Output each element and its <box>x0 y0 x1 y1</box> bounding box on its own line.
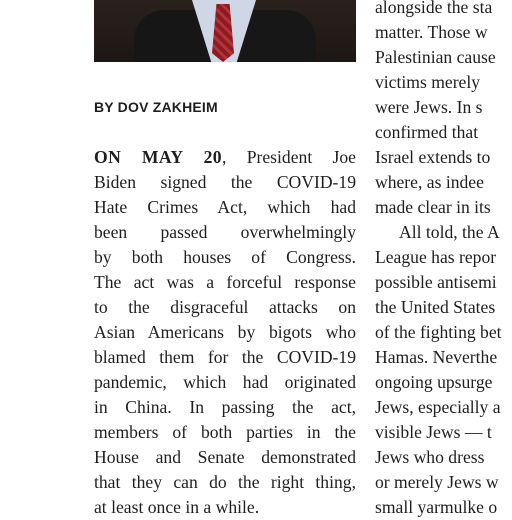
text-line: pandemic, which had originated <box>94 372 356 392</box>
text-line: confirmed that <box>375 122 479 142</box>
text-line: victims merely <box>375 72 481 92</box>
text-line: Jews, especially a <box>375 397 501 417</box>
text-line: matter. Those w <box>375 22 488 42</box>
byline: BY DOV ZAKHEIM <box>94 99 218 115</box>
text-line: League has repor <box>375 247 497 267</box>
text-line: been passed overwhelmingly <box>94 222 356 242</box>
text-line: where, as indee <box>375 172 484 192</box>
text-line: of the fighting bet <box>375 322 502 342</box>
text-line: Hamas. Neverthe <box>375 347 498 367</box>
article-photo <box>94 0 356 62</box>
text-line: Hate Crimes Act, which had <box>94 197 356 217</box>
text-line: House and Senate demonstrated <box>94 447 356 467</box>
text-line: visible Jews — t <box>375 422 492 442</box>
text-line: to the disgraceful attacks on <box>94 297 356 317</box>
text-line: small yarmulke o <box>375 497 498 517</box>
article-column-left <box>94 145 356 520</box>
text-line: The act was a forceful response <box>94 272 356 292</box>
text-line: the United States <box>375 297 496 317</box>
text-line: members of both parties in the <box>94 422 356 442</box>
text-line: ongoing upsurge <box>375 372 493 392</box>
text-line: Palestinian cause <box>375 47 496 67</box>
text-line: made clear in its <box>375 197 491 217</box>
text-line: or merely Jews w <box>375 472 499 492</box>
text-line: Asian Americans by bigots who <box>94 322 356 342</box>
text-line: alongside the sta <box>375 0 493 17</box>
first-line-text: , President Joe <box>222 147 356 167</box>
lead-in: ON MAY 20 <box>94 147 222 167</box>
text-line: at least once in a while. <box>94 497 260 517</box>
text-line: Biden signed the COVID-19 <box>94 172 356 192</box>
text-line: by both houses of Congress. <box>94 247 356 267</box>
paragraph-first-line <box>94 145 356 170</box>
text-line: Israel extends to <box>375 147 491 167</box>
text-line: possible antisemi <box>375 272 497 292</box>
text-line: blamed them for the COVID-19 <box>94 347 356 367</box>
text-line: that they can do the right thing, <box>94 472 356 492</box>
text-line: in China. In passing the act, <box>94 397 356 417</box>
paragraph-start-line: All told, the A <box>399 222 500 242</box>
text-line: were Jews. In s <box>375 97 483 117</box>
text-line: Jews who dress <box>375 447 485 467</box>
article-column-right <box>375 0 512 520</box>
